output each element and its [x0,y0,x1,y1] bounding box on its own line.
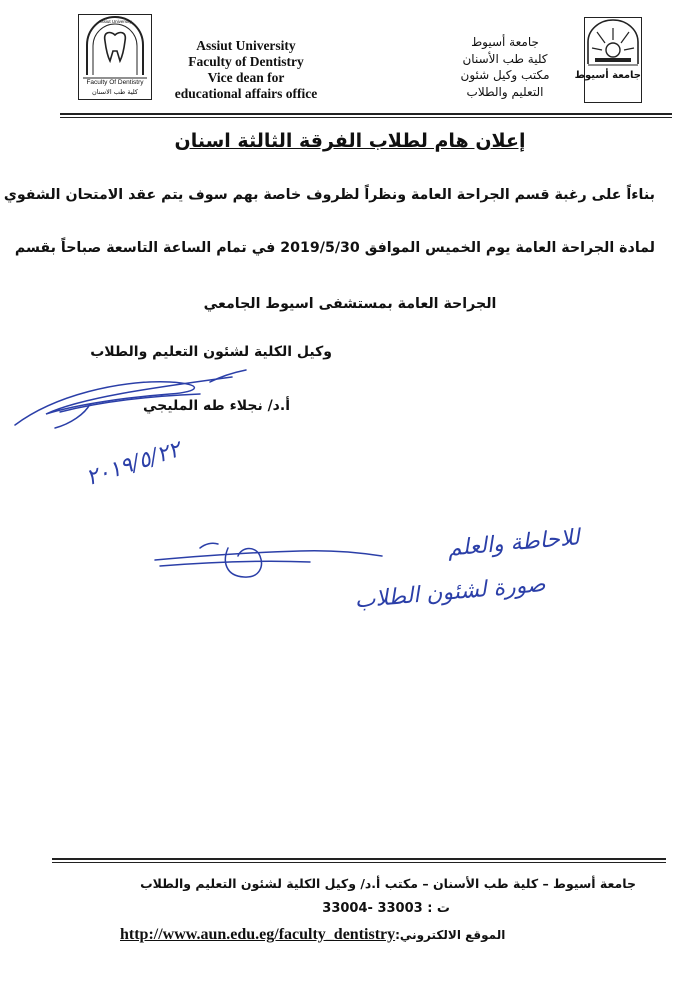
logo-arc-text: Assiut University [98,19,132,24]
footer-phone: ت : 33003 -33004 [322,901,450,916]
header-ar-line-3: مكتب وكيل شئون [460,68,550,82]
header-ar-line-2: كلية طب الأسنان [462,51,548,66]
header-ar-line-4: التعليم والطلاب [466,84,544,99]
header-en-line-2: Faculty of Dentistry [188,54,304,69]
handwritten-date: ٢٠١٩/٥/٢٢ [83,437,184,492]
footer-divider [52,858,666,860]
signatory-name: أ.د/ نجلاء طه المليجي [143,398,290,414]
website-label: الموقع الالكتروني: [395,927,506,942]
header-ar-line-1: جامعة أسيوط [471,35,539,49]
website-link[interactable]: http://www.aun.edu.eg/faculty_dentistry [120,925,396,943]
footer-website [120,924,600,944]
header-en-line-4: educational affairs office [174,86,318,101]
announcement-body-line-2: لمادة الجراحة العامة يوم الخميس الموافق 2019/5/30 في تمام الساعة التاسعة صباحاً بقسم [14,240,655,256]
announcement-body-line-3: الجراحة العامة بمستشفى اسيوط الجامعي [203,296,497,312]
header-en-line-3: Vice dean for [207,70,285,85]
header-en-line-1: Assiut University [196,38,296,53]
university-logo-text: جامعة أسيوط [574,70,641,81]
footer-divider-thin [52,862,666,863]
signatory-role: وكيل الكلية لشئون التعليم والطلاب [90,344,332,360]
handwritten-note-line-1: للاحاطة والعلم [446,525,581,562]
logo-bottom-ar: كلية طب الاسنان [91,88,139,96]
logo-bottom-en: Faculty Of Dentistry [86,79,144,86]
announcement-body-line-1: بناءاً على رغبة قسم الجراحة العامة ونظراً لظروف خاصة بهم سوف يتم عقد الامتحان الشفوي [3,187,655,203]
footer-address: جامعة أسيوط – كلية طب الأسنان – مكتب أ.د/ وكيل الكلية لشئون التعليم والطلاب [140,876,636,891]
announcement-title: إعلان هام لطلاب الفرقة الثالثة اسنان [174,130,526,152]
handwritten-note-line-2: صورة لشئون الطلاب [353,571,547,614]
